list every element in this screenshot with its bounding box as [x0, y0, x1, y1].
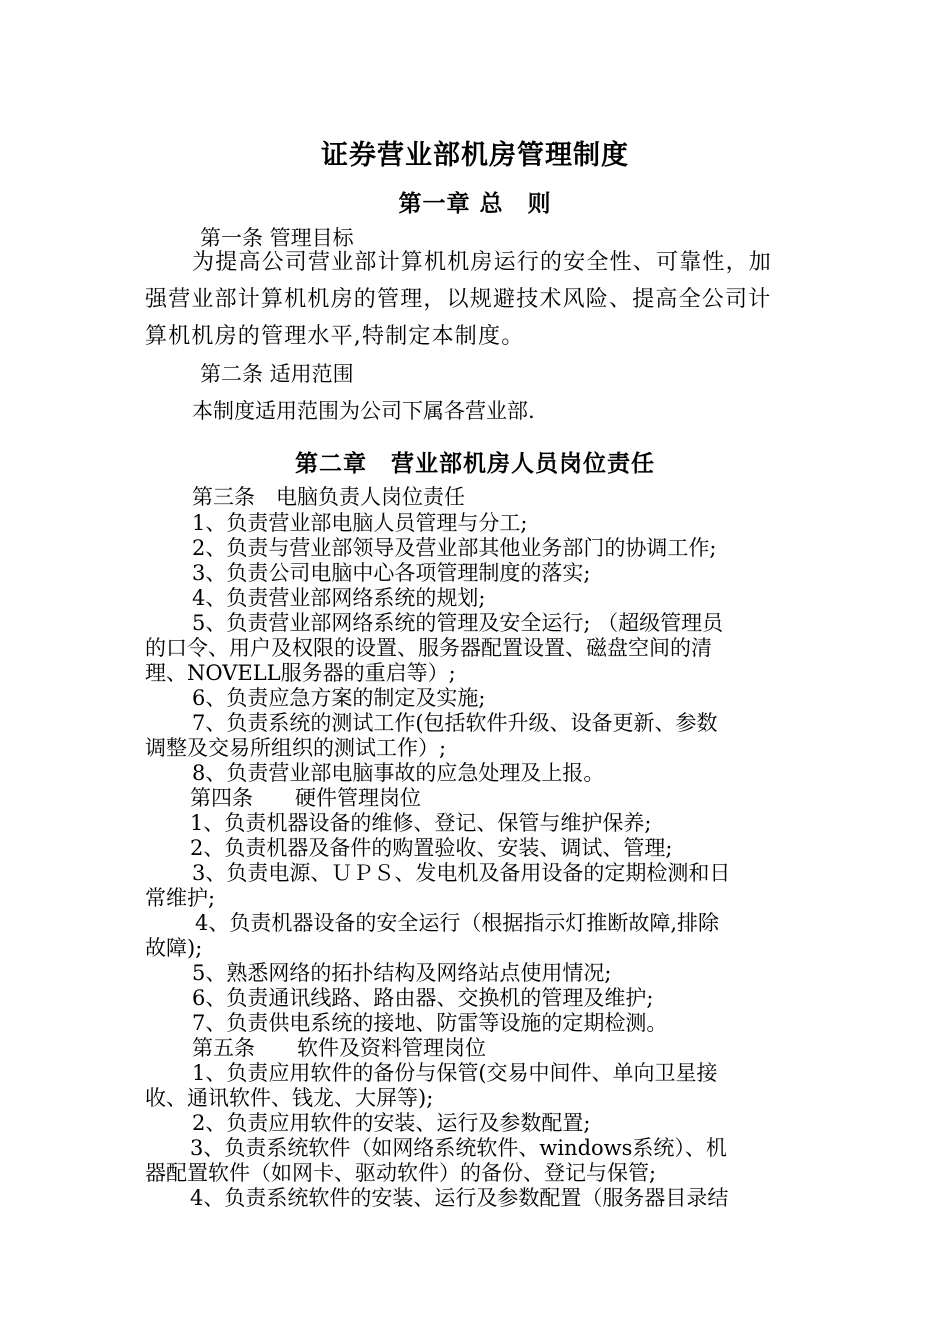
- list-item: 的口令、用户及权限的设置、服务器配置设置、磁盘空间的清: [145, 636, 712, 660]
- list-item: 5、熟悉网络的拓扑结构及网络站点使用情况;: [192, 961, 612, 985]
- list-item: 4、负责机器设备的安全运行（根据指示灯推断故障,排除: [195, 911, 720, 935]
- article-heading: 第四条 硬件管理岗位: [190, 786, 421, 810]
- list-item: 1、负责应用软件的备份与保管(交易中间件、单向卫星接: [192, 1061, 718, 1085]
- list-item: 常维护;: [145, 886, 216, 910]
- list-item: 调整及交易所组织的测试工作）;: [145, 736, 447, 760]
- list-item: 2、负责应用软件的安装、运行及参数配置;: [192, 1111, 591, 1135]
- list-item: 3、负责电源、ＵＰＳ、发电机及备用设备的定期检测和日: [192, 861, 731, 885]
- paragraph-line: 为提高公司营业部计算机机房运行的安全性、可靠性，加: [192, 250, 773, 275]
- article-heading: 第三条 电脑负责人岗位责任: [192, 485, 465, 509]
- list-item: 1、负责营业部电脑人员管理与分工;: [192, 511, 528, 535]
- list-item: 3、负责公司电脑中心各项管理制度的落实;: [192, 561, 591, 585]
- list-item: 5、负责营业部网络系统的管理及安全运行; （超级管理员: [192, 611, 724, 635]
- article-heading: 第一条 管理目标: [200, 226, 354, 250]
- list-item: 8、负责营业部电脑事故的应急处理及上报。: [192, 761, 605, 785]
- list-item: 6、负责应急方案的制定及实施;: [192, 686, 486, 710]
- chapter-heading: 第一章 总 则: [398, 191, 552, 217]
- list-item: 2、负责机器及备件的购置验收、安装、调试、管理;: [190, 836, 673, 860]
- list-item: 7、负责系统的测试工作(包括软件升级、设备更新、参数: [192, 711, 718, 735]
- list-item: 3、负责系统软件（如网络系统软件、windows系统）、机: [190, 1136, 727, 1160]
- list-item: 6、负责通讯线路、路由器、交换机的管理及维护;: [192, 986, 654, 1010]
- list-item: 故障);: [145, 936, 203, 960]
- paragraph-line: 强营业部计算机机房的管理，以规避技术风险、提高全公司计: [145, 287, 772, 312]
- list-item: 2、负责与营业部领导及营业部其他业务部门的协调工作;: [192, 536, 717, 560]
- list-item: 理、NOVELL服务器的重启等）;: [145, 661, 456, 685]
- list-item: 4、负责系统软件的安装、运行及参数配置（服务器目录结: [190, 1186, 729, 1210]
- chapter-heading: 第二章 营业部机房人员岗位责任: [295, 451, 655, 477]
- paragraph-line: 本制度适用范围为公司下属各营业部.: [192, 399, 535, 423]
- article-heading: 第二条 适用范围: [200, 362, 354, 386]
- list-item: 4、负责营业部网络系统的规划;: [192, 586, 486, 610]
- list-item: 7、负责供电系统的接地、防雷等设施的定期检测。: [192, 1011, 668, 1035]
- document-title: 证券营业部机房管理制度: [321, 140, 629, 171]
- list-item: 收、通讯软件、钱龙、大屏等);: [145, 1086, 434, 1110]
- paragraph-line: 算机机房的管理水平,特制定本制度。: [145, 324, 525, 349]
- article-heading: 第五条 软件及资料管理岗位: [192, 1036, 486, 1060]
- list-item: 1、负责机器设备的维修、登记、保管与维护保养;: [190, 811, 652, 835]
- list-item: 器配置软件（如网卡、驱动软件）的备份、登记与保管;: [145, 1161, 657, 1185]
